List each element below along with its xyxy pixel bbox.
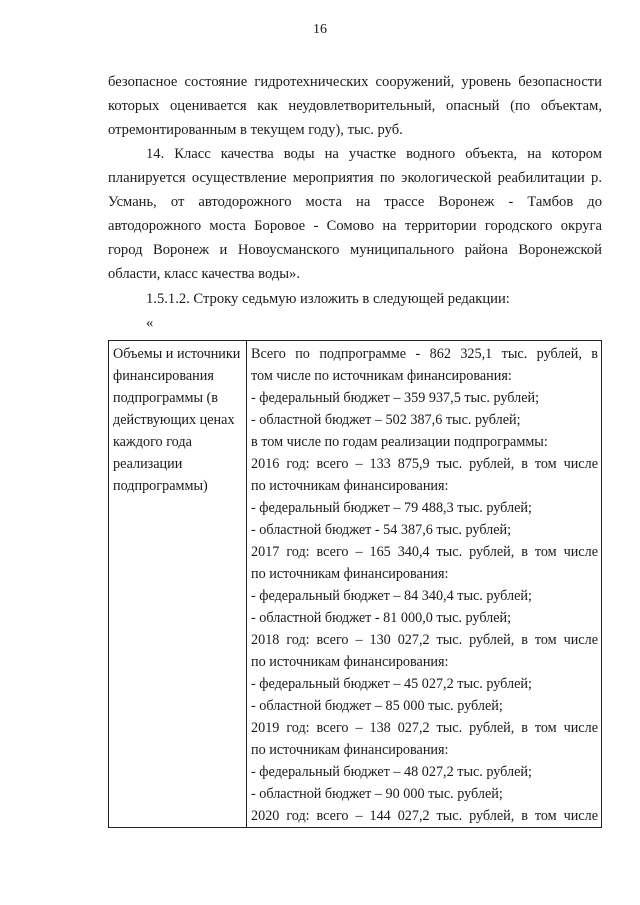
paragraph-safety-structures: безопасное состояние гидротехнических сооружений, уровень безопасности которых оценивается как неудовлетворительный, опасный (по объектам, отремонтированным в текущем году), тыс. руб. <box>108 74 602 138</box>
detail-line: 2017 год: всего – 165 340,4 тыс. рублей, в том числе <box>251 544 598 560</box>
detail-line: 2016 год: всего – 133 875,9 тыс. рублей, в том числе <box>251 456 598 472</box>
detail-line: - областной бюджет – 85 000 тыс. рублей; <box>251 698 503 714</box>
detail-line: том числе по источникам финансирования: <box>251 368 512 384</box>
detail-line: по источникам финансирования: <box>251 566 449 582</box>
financing-table <box>108 340 602 828</box>
financing-label: Объемы и источники финансирования подпрограммы (в действующих ценах каждого года реализации подпрограммы) <box>113 346 241 494</box>
detail-line: Всего по подпрограмме - 862 325,1 тыс. рублей, в <box>251 346 598 362</box>
table-row <box>109 341 602 828</box>
detail-line: - областной бюджет – 90 000 тыс. рублей; <box>251 786 503 802</box>
opening-quote-mark: « <box>146 315 154 331</box>
detail-line: - федеральный бюджет – 359 937,5 тыс. рублей; <box>251 390 540 406</box>
detail-line: - федеральный бюджет – 48 027,2 тыс. рублей; <box>251 764 532 780</box>
detail-line: - федеральный бюджет – 84 340,4 тыс. рублей; <box>251 588 532 604</box>
paragraph-water-quality-class: 14. Класс качества воды на участке водного объекта, на котором планируется осуществление мероприятия по экологической реабилитации р. Усмань, от автодорожного моста на трассе Воронеж - Тамбов до автодорожного моста Боровое - Сомово на территории городского округа город Воронеж и Новоусманского муниципального района Воронежской области, класс качества воды». <box>108 146 602 282</box>
detail-line: - федеральный бюджет – 45 027,2 тыс. рублей; <box>251 676 532 692</box>
detail-line: - областной бюджет - 81 000,0 тыс. рублей; <box>251 610 512 626</box>
paragraph-amendment-instruction: 1.5.1.2. Строку седьмую изложить в следующей редакции: <box>146 291 510 307</box>
detail-line: - областной бюджет - 54 387,6 тыс. рублей; <box>251 522 512 538</box>
financing-details-cell <box>247 341 602 828</box>
detail-line: 2018 год: всего – 130 027,2 тыс. рублей, в том числе <box>251 632 598 648</box>
detail-line: - федеральный бюджет – 79 488,3 тыс. рублей; <box>251 500 532 516</box>
page-number: 16 <box>313 22 327 37</box>
detail-line: по источникам финансирования: <box>251 742 449 758</box>
detail-line: 2019 год: всего – 138 027,2 тыс. рублей, в том числе <box>251 720 598 736</box>
detail-line: по источникам финансирования: <box>251 478 449 494</box>
detail-line: в том числе по годам реализации подпрограммы: <box>251 434 548 450</box>
financing-label-cell <box>109 341 247 828</box>
detail-line: по источникам финансирования: <box>251 654 449 670</box>
detail-line: - областной бюджет – 502 387,6 тыс. рублей; <box>251 412 521 428</box>
detail-line: 2020 год: всего – 144 027,2 тыс. рублей, в том числе <box>251 808 598 824</box>
